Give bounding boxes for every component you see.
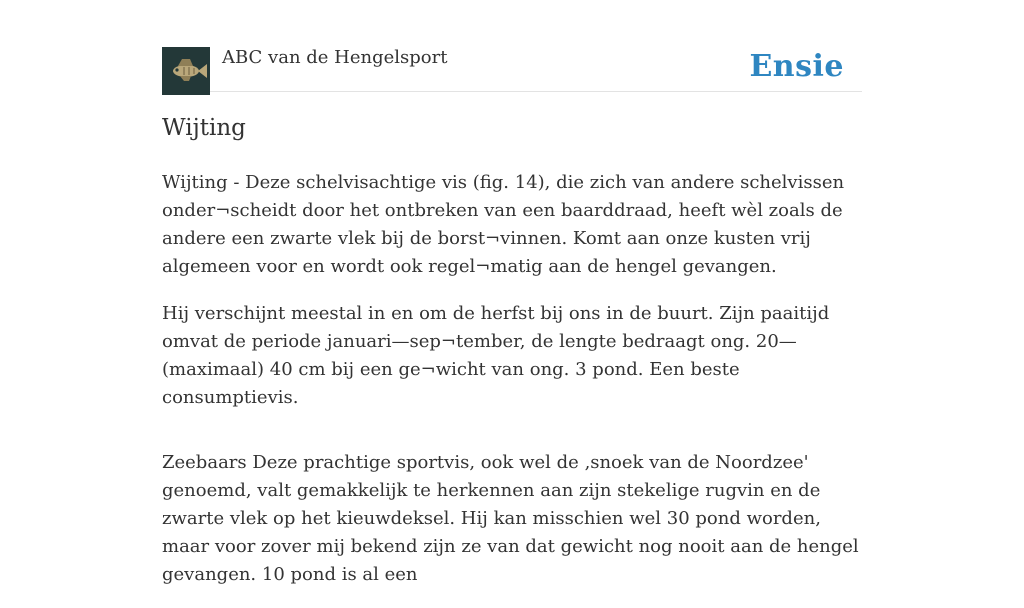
- site-header: [162, 45, 862, 92]
- fish-icon[interactable]: [162, 47, 210, 95]
- article-paragraph: Hij verschijnt meestal in en om de herfst bij ons in de buurt. Zijn paaitijd omvat de periode januari—sep¬tember, de lengte bedraagt ong. 20— (maximaal) 40 cm bij een ge¬wicht van ong. 3 pond. Een beste consumptievis.: [162, 303, 830, 408]
- article-paragraph: Zeebaars Deze prachtige sportvis, ook wel de ‚snoek van de Noordzee' genoemd, valt gemakkelijk te herkennen aan zijn stekelige rugvin en de zwarte vlek op het kieuwdeksel. Hij kan misschien wel 30 pond worden, maar voor zover mij bekend zijn ze van dat gewicht nog nooit aan de hengel gevangen. 10 pond is al een: [162, 452, 859, 585]
- article-body: [162, 169, 862, 608]
- article-paragraph: Wijting - Deze schelvisachtige vis (fig. 14), die zich van andere schelvissen onder¬scheidt door het ontbreken van een baarddraad, heeft wèl zoals de andere een zwarte vlek bij de borst¬vinnen. Komt aan onze kusten vrij algemeen voor en wordt ook regel¬matig aan de hengel gevangen.: [162, 172, 845, 277]
- brand-logo[interactable]: Ensie: [749, 49, 844, 84]
- page-title: Wijting: [162, 115, 246, 141]
- book-title[interactable]: ABC van de Hengelsport: [222, 47, 448, 68]
